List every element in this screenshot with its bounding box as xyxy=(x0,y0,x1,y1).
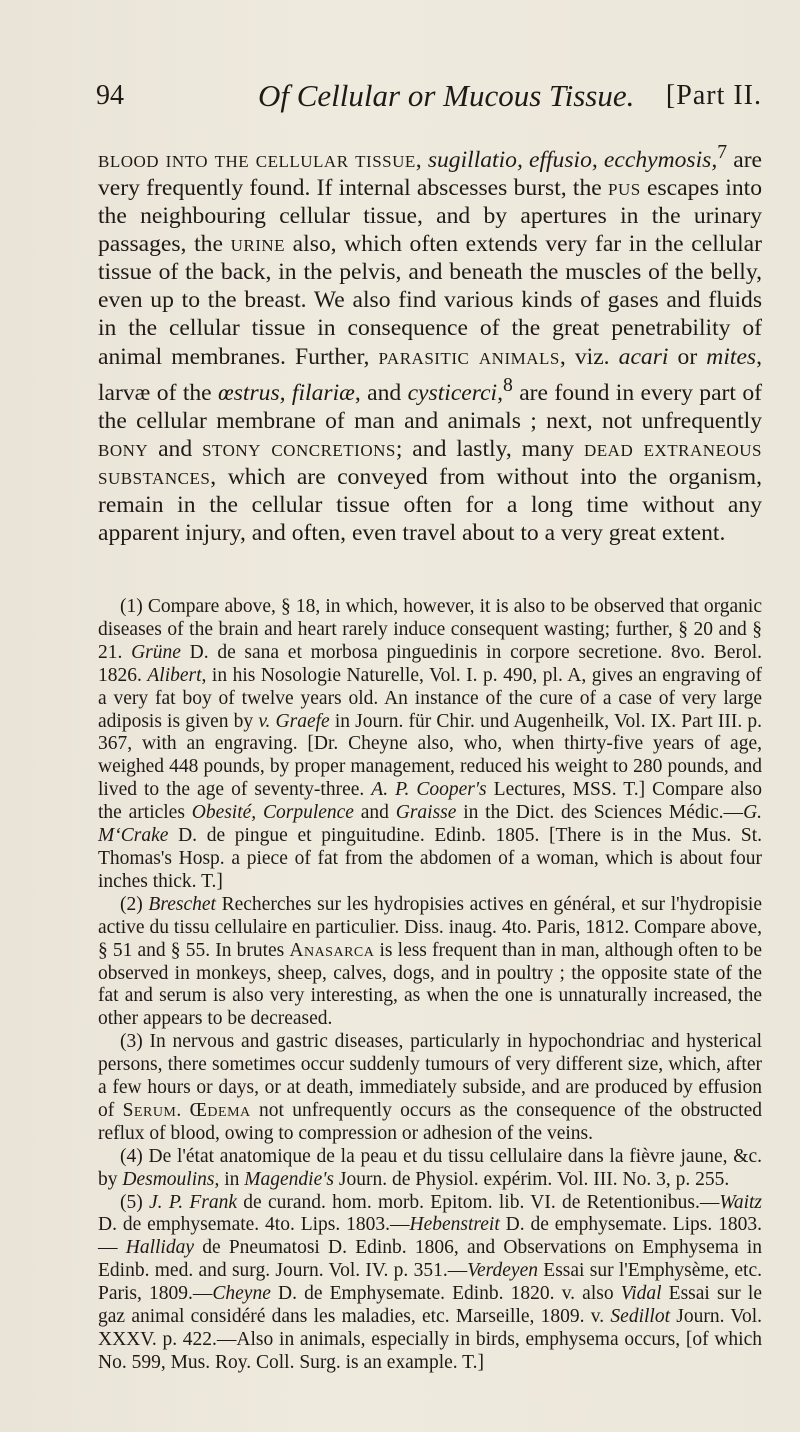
text-run: , viz. xyxy=(559,343,619,370)
term-cysticerci: cysticerci, xyxy=(407,379,503,406)
footnote-4 xyxy=(98,1146,762,1192)
note-text: Journ. Vol. XXXV. p. 422.—Also in animals, especially in birds, emphysema occurs, [of which No. 599, Mus. Roy. Coll. Surg. is an example. T.] xyxy=(98,1306,762,1373)
text-run: escapes into the neighbouring cellular tissue, and by apertures in the urinary passages, the xyxy=(98,174,762,258)
footnote-ref: 7 xyxy=(717,141,728,163)
note-text: not unfrequently occurs as the consequence of the obstructed reflux of blood, owing to compression or adhesion of the veins. xyxy=(98,1099,762,1144)
author-name: Grüne xyxy=(131,641,181,663)
author-name: Sedillot xyxy=(610,1306,670,1328)
text-run: , which are conveyed from without into the organism, remain in the cellular tissue often for a long time without any apparent injury, and often, even travel about to a very great extent. xyxy=(98,463,762,546)
note-text: . xyxy=(176,1099,190,1121)
term-serum: Serum xyxy=(122,1099,177,1121)
term-dead-extraneous: dead extraneous substances xyxy=(98,435,762,490)
body-paragraph xyxy=(98,138,762,547)
term-acari: acari xyxy=(618,343,669,370)
running-title: Of Cellular or Mucous Tissue. xyxy=(258,78,635,113)
author-name: Vidal xyxy=(620,1283,662,1305)
term-parasitic-animals: parasitic animals xyxy=(378,343,560,370)
note-text: and xyxy=(353,802,396,824)
note-text: , in his Nosologie Naturelle, Vol. I. p. 490, pl. A, gives an engraving of a very fat boy of twelve years old. An instance of the cure of a case of very large adiposis is given by xyxy=(98,664,762,732)
author-name: Verdeyen xyxy=(467,1260,538,1282)
author-name: v. Graefe xyxy=(258,710,330,732)
text-run: are found in every part of the cellular membrane of man and animals ; next, not unfrequently xyxy=(98,379,762,434)
footnote-3 xyxy=(98,1031,762,1146)
text-run: ; and lastly, many xyxy=(395,435,585,462)
note-text: in the Dict. des Sciences Médic.— xyxy=(456,802,744,824)
author-name: A. P. Cooper's xyxy=(371,779,487,801)
page-number: 94 xyxy=(96,80,124,111)
author-name: Waitz xyxy=(719,1191,762,1213)
author-name: Alibert xyxy=(147,664,202,686)
part-label: [Part II. xyxy=(665,80,762,111)
note-text: (3) In nervous and gastric diseases, particularly in hypochondriac and hysterical persons, there sometimes occur suddenly tumours of very different size, which, after a few hours or days, or at death, immediately subside, and are produced by effusion of xyxy=(98,1031,762,1121)
footnote-1 xyxy=(98,596,762,894)
text-run: or xyxy=(668,343,707,370)
footnote-ref: 8 xyxy=(503,373,513,396)
footnotes xyxy=(98,596,762,1375)
text-run: are very frequently found. If internal abscesses burst, the xyxy=(98,146,763,201)
author-name: J. P. Frank xyxy=(149,1191,238,1213)
note-text: (2) xyxy=(120,893,149,915)
text-run: also, which often extends very far in the cellular tissue of the back, in the pelvis, and beneath the muscles of the belly, even up to the breast. We also find various kinds of gases and fluids in the cellular tissue in consequence of the great penetrability of animal membranes. Further, xyxy=(98,231,762,370)
note-text: Journ. de Physiol. expérim. Vol. III. No. 3, p. 255. xyxy=(334,1168,730,1190)
note-text: D. de pingue et pinguitudine. Edinb. 1805. [There is in the Mus. St. Thomas's Hosp. a piece of fat from the abdomen of a woman, which is about four inches thick. T.] xyxy=(98,825,762,892)
main-text xyxy=(98,138,762,547)
note-text: de Pneumatosi D. Edinb. 1806, and Observations on Emphysema in Edinb. med. and surg. Journ. Vol. IV. p. 351.— xyxy=(98,1237,763,1282)
running-header xyxy=(96,78,762,118)
term-stony-concretions: stony concretions xyxy=(202,435,396,462)
note-text: is less frequent than in man, although often to be observed in monkeys, sheep, calves, dogs, and in poultry ; the opposite state of the fat and serum is also very interesting, as when the one is unnaturally increased, the other appears to be decreased. xyxy=(98,939,762,1030)
term-mites: mites xyxy=(706,343,757,370)
latin-terms: sugillatio, effusio, ecchymosis, xyxy=(427,146,718,173)
note-text: Recherches sur les hydropisies actives en général, et sur l'hydropisie active du tissu cellulaire en particulier. Diss. inaug. 4to. Paris, 1812. Compare above, § 51 and § 55. In brutes xyxy=(98,893,762,961)
note-text: D. de emphysemate. 4to. Lips. 1803.— xyxy=(98,1214,410,1236)
term-anasarca: Anasarca xyxy=(289,939,375,961)
text-run: , xyxy=(415,146,428,173)
article-title: Graisse xyxy=(395,802,457,824)
term-oedema: Œdema xyxy=(189,1099,251,1121)
term-pus: pus xyxy=(608,174,641,201)
term-oestrus-filariae: œstrus, filariæ xyxy=(218,379,355,406)
author-name: Halliday xyxy=(125,1237,194,1259)
note-text: Lectures, MSS. T.] Compare also the articles xyxy=(98,779,762,824)
note-text: (5) xyxy=(120,1191,150,1213)
note-text: in Journ. für Chir. und Augenheilk, Vol. IX. Part III. p. 367, with an engraving. [Dr. Cheyne also, who, when thirty-five years of age, weighed 448 pounds, by proper management, reduced his weight to 280 pounds, and lived to the age of seventy-three. xyxy=(98,710,762,801)
note-text: Essai sur le gaz animal considéré dans les maladies, etc. Marseille, 1809. v. xyxy=(98,1283,763,1328)
note-text: D. de Emphysemate. Edinb. 1820. v. also xyxy=(270,1283,621,1305)
author-name: Magendie's xyxy=(244,1168,334,1190)
text-run: , and xyxy=(354,379,408,406)
footnote-5 xyxy=(98,1192,762,1375)
footnote-2 xyxy=(98,894,762,1031)
note-text: D. de sana et morbosa pinguedinis in corpore secretione. 8vo. Berol. 1826. xyxy=(98,641,763,686)
term-bony: bony xyxy=(98,435,149,462)
text-run: , larvæ of the xyxy=(98,343,763,406)
article-title: Obesité, Corpulence xyxy=(191,802,354,824)
text-run: and xyxy=(148,435,203,462)
author-name: Cheyne xyxy=(212,1283,271,1305)
author-name: Hebenstreit xyxy=(409,1214,500,1236)
term-blood: blood into the cellular tissue xyxy=(98,146,416,173)
note-text: (4) De l'état anatomique de la peau et du tissu cellulaire dans la fièvre jaune, &c. by xyxy=(98,1145,762,1190)
author-name: G. M‘Crake xyxy=(98,802,763,847)
term-urine: urine xyxy=(230,231,286,258)
note-text: (1) Compare above, § 18, in which, however, it is also to be observed that organic diseases of the brain and heart rarely induce consequent wasting; further, § 20 and § 21. xyxy=(98,596,762,663)
note-text: de curand. hom. morb. Epitom. lib. VI. de Retentionibus.— xyxy=(237,1191,720,1213)
note-text: D. de emphysemate. Lips. 1803.— xyxy=(98,1214,762,1259)
author-name: Breschet xyxy=(148,893,216,915)
author-name: Desmoulins xyxy=(122,1168,215,1190)
note-text: Essai sur l'Emphysème, etc. Paris, 1809.— xyxy=(98,1260,762,1305)
note-text: , in xyxy=(214,1168,245,1190)
